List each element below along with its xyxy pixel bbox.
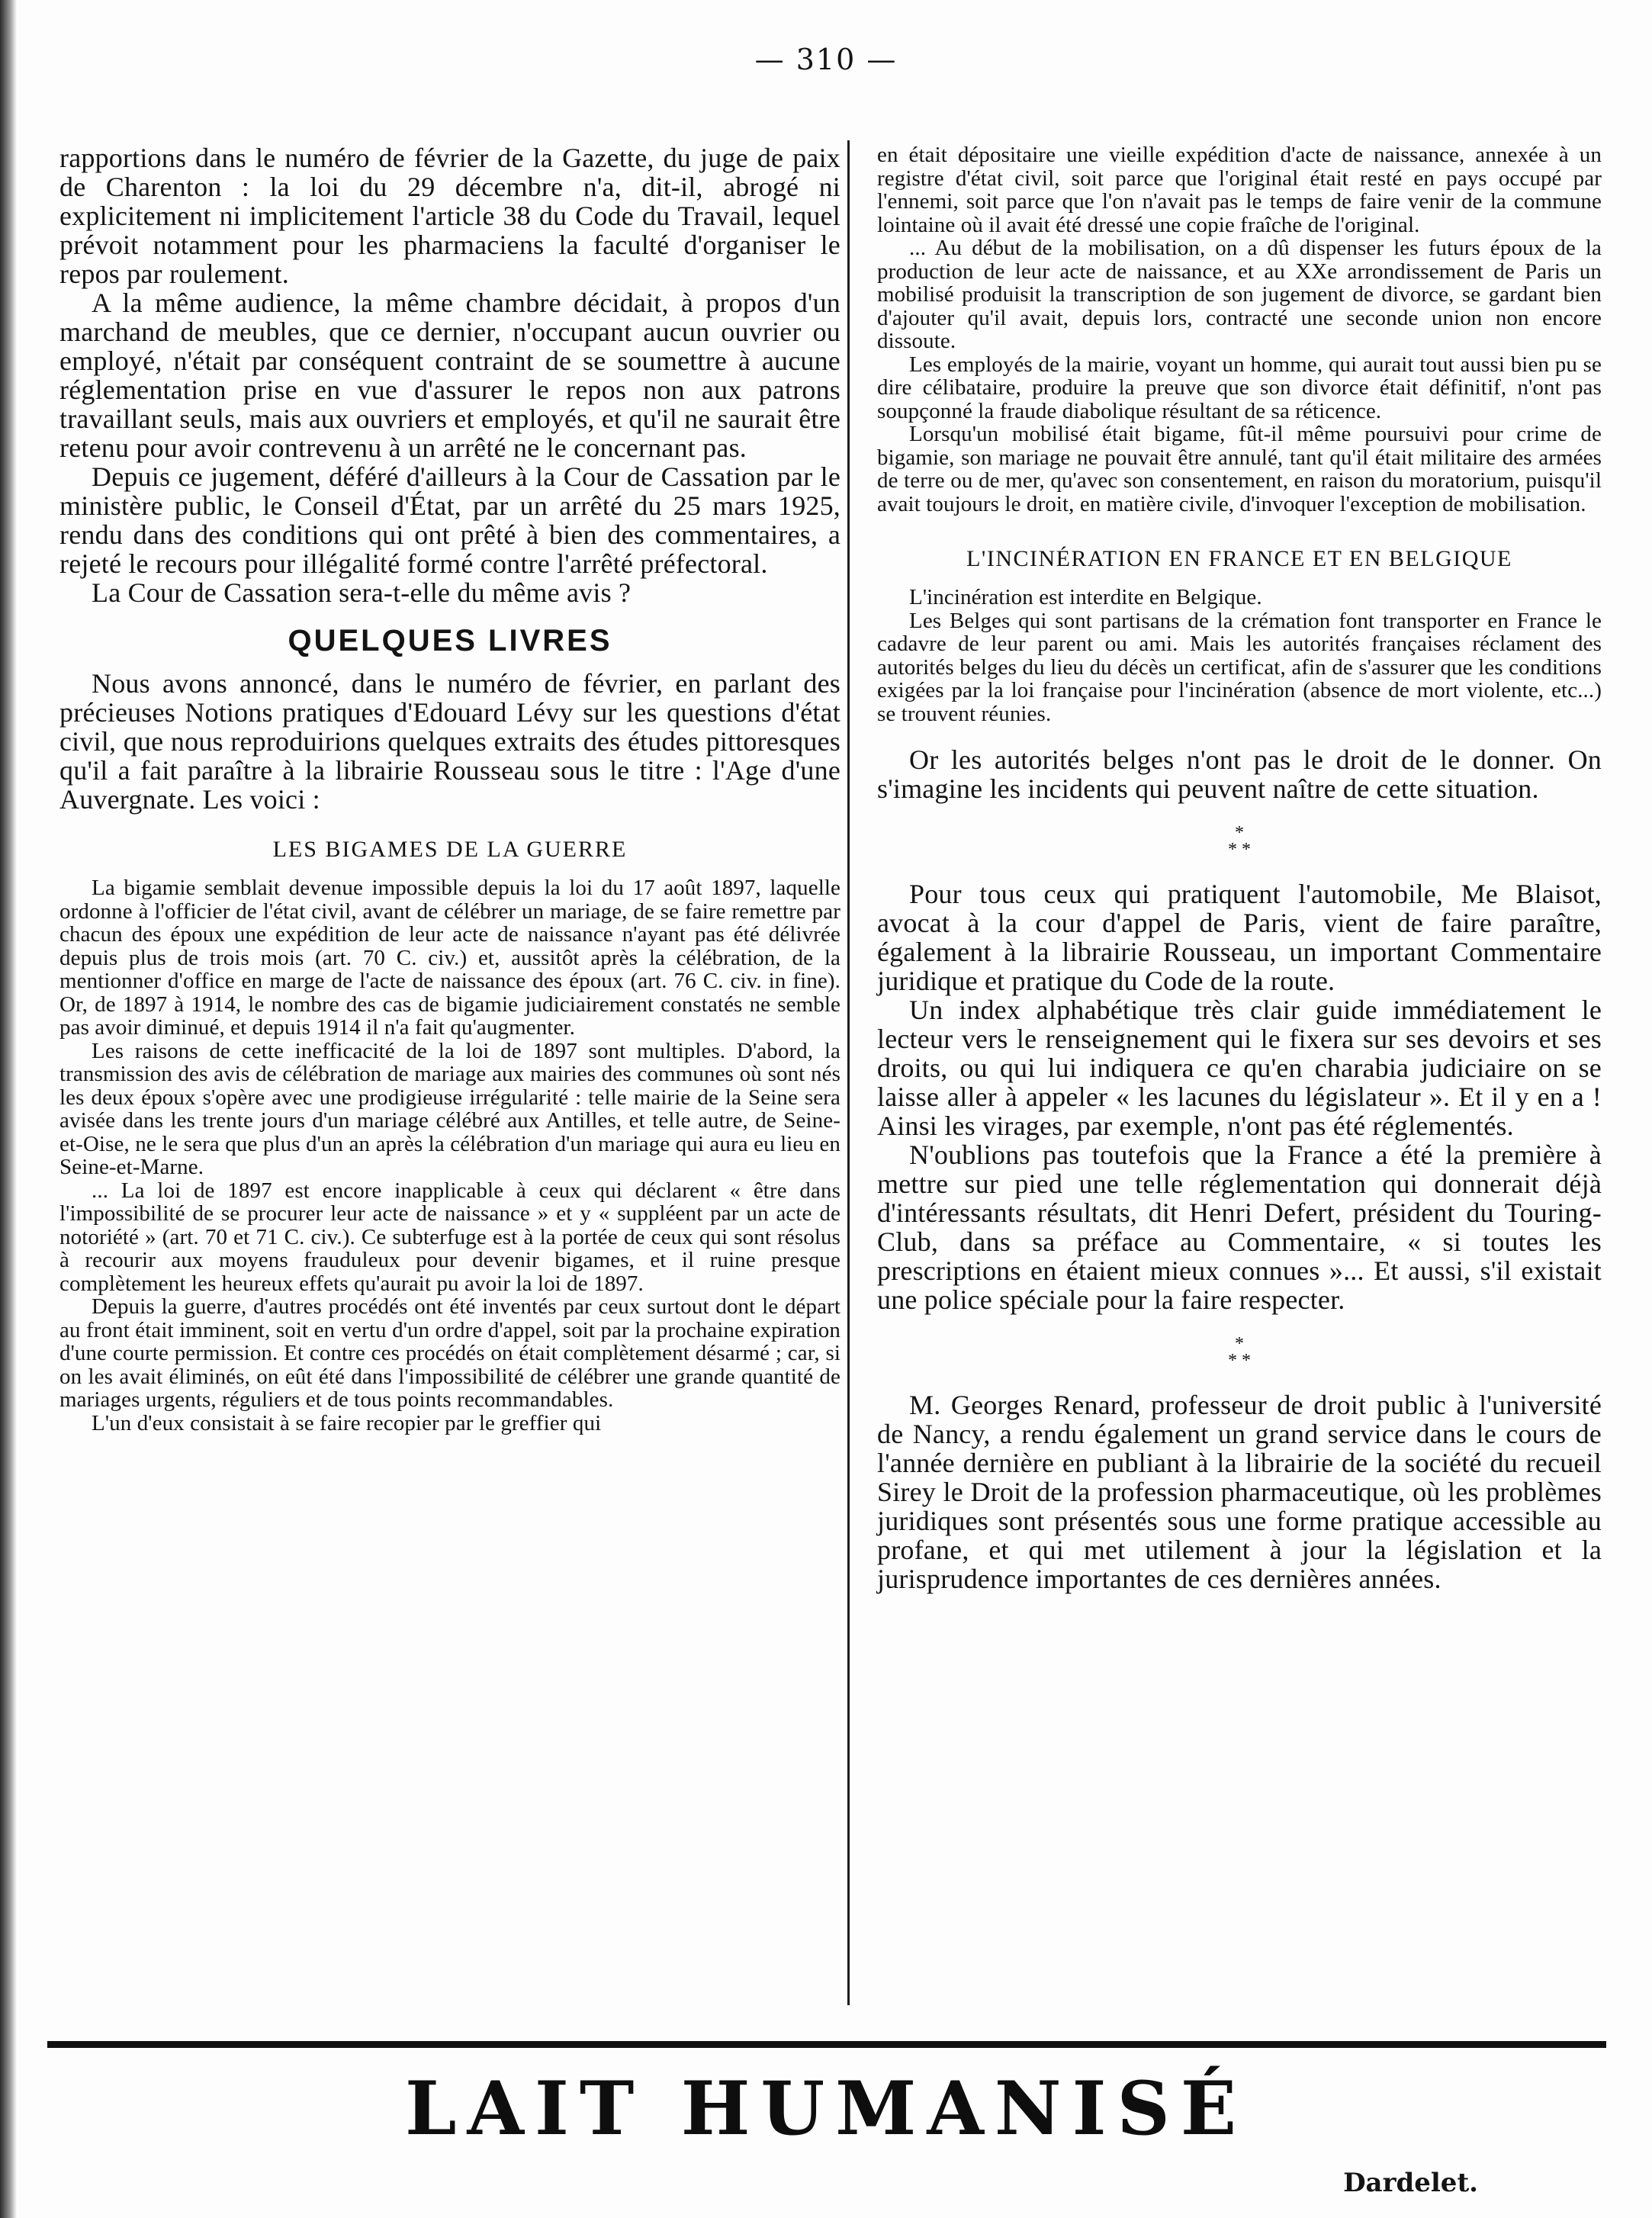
horizontal-rule — [47, 2041, 1606, 2048]
subsection-title: LES BIGAMES DE LA GUERRE — [272, 837, 628, 862]
paragraph: ... Au début de la mobilisation, on a dû dispenser les futurs époux de la production de leur acte de naissance, et au XXe arrondissement de Paris un mobilisé produisit la transcription de son jugement de divorce, se gardant bien d'ajouter qu'il avait, depuis lors, contracté une seconde union non encore dissoute. — [877, 236, 1602, 353]
left-article-block — [59, 876, 840, 1435]
right-column — [877, 143, 1602, 1593]
paragraph: rapportions dans le numéro de février de la Gazette, du juge de paix de Charenton : la loi du 29 décembre n'a, dit-il, abrogé ni explicitement ni implicitement l'article 38 du Code du Travail, lequel prévoit notamment pour les pharmaciens la faculté d'organiser le repos par roulement. — [59, 143, 840, 289]
advert-title: LAIT HUMANISÉ — [404, 2065, 1248, 2152]
paragraph: Lorsqu'un mobilisé était bigame, fût-il même poursuivi pour crime de bigamie, son mariage ne pouvait être annulé, tant qu'il était militaire des armées de terre ou de mer, qu'avec son consentement, en raison du moratorium, puisqu'il avait toujours le droit, en matière civile, d'invoquer l'exception de mobilisation. — [877, 422, 1602, 516]
paragraph: L'incinération est interdite en Belgique. — [909, 585, 1262, 609]
paragraph: Un index alphabétique très clair guide immédiatement le lecteur vers le renseignement qui le fixera sur ses devoirs et ses droits, ou qui lui indiquera ce qu'en charabia judiciaire on se laisse aller à appeler « les lacunes du législateur ». Et il y en a ! Ainsi les virages, par exemple, n'ont pas été réglementés. — [877, 995, 1602, 1141]
paragraph: Depuis ce jugement, déféré d'ailleurs à la Cour de Cassation par le ministère public, le Conseil d'État, par un arrêté du 25 mars 1925, rendu dans des conditions qui ont prêté à bien des commentaires, a rejeté le recours pour illégalité formé contre l'arrêté préfectoral. — [59, 461, 840, 579]
paragraph: La Cour de Cassation sera-t-elle du même avis ? — [92, 577, 632, 608]
paragraph: ... La loi de 1897 est encore inapplicable à ceux qui déclarent « être dans l'impossibilité de se procurer leur acte de naissance » et y « suppléent par un acte de notoriété » (art. 70 et 71 C. civ.). Ce subterfuge est à la portée de ceux qui sont résolus à recourir aux moyens frauduleux pour devenir bigames, et il ruine presque complètement les heureux effets qu'aurait pu avoir la loi de 1897. — [59, 1178, 840, 1296]
left-column — [59, 143, 840, 1435]
left-lead-block — [59, 143, 840, 814]
paragraph: M. Georges Renard, professeur de droit public à l'université de Nancy, a rendu également un grand service dans le cours de l'année dernière en publiant à la librairie de la société du recueil Sirey le Droit de la profession pharmaceutique, où les problèmes juridiques sont présentés sous une forme pratique accessible au profane, et qui met utilement à jour la législation et la jurisprudence importantes de ces dernières années. — [877, 1390, 1602, 1594]
right-lead-block — [877, 745, 1602, 1593]
paragraph: en était dépositaire une vieille expédition d'acte de naissance, annexée à un registre d'état civil, soit parce que l'original était resté en pays occupé par l'ennemi, soit parce que l'on n'avait pas le temps de faire venir de la commune lointaine où il avait été dressé une copie fraîche de l'original. — [877, 143, 1602, 237]
right-article-block — [877, 143, 1602, 516]
paragraph: Depuis la guerre, d'autres procédés ont été inventés par ceux surtout dont le départ au front était imminent, soit en vertu d'un ordre d'appel, soit par la prochaine expiration d'une courte permission. Et contre ces procédés on était complètement désarmé ; car, si on les avait éliminés, on eût été dans l'impossibilité de célébrer une grande quantité de mariages urgents, réguliers et de tous points recommandables. — [59, 1294, 840, 1412]
column-divider — [847, 140, 850, 2005]
paragraph: Les raisons de cette inefficacité de la loi de 1897 sont multiples. D'abord, la transmission des avis de célébration de mariage aux mairies des communes où sont nés les deux époux s'opère avec une prodigieuse irrégularité : telle mairie de la Seine sera avisée dans les trente jours d'un mariage célébré aux Antilles, et telle autre, de Seine-et-Oise, ne le sera que plus d'un an après la célébration d'un mariage qui aura eu lieu en Seine-et-Marne. — [59, 1038, 840, 1179]
section-title: QUELQUES LIVRES — [288, 624, 612, 657]
paragraph: N'oublions pas toutefois que la France a été la première à mettre sur pied une telle réglementation qui donnerait déjà d'intéressants résultats, dit Henri Defert, président du Touring-Club, dans sa préface au Commentaire, « si toutes les prescriptions en étaient mieux connues »... Et aussi, s'il existait une police spéciale pour la faire respecter. — [877, 1140, 1602, 1315]
page-number: — 310 — — [754, 43, 898, 76]
paragraph: La bigamie semblait devenue impossible depuis la loi du 17 août 1897, laquelle ordonne à l'officier de l'état civil, avant de célébrer un mariage, de se faire remettre par chacun des époux une expédition de leur acte de naissance n'ayant pas été délivrée depuis plus de trois mois (art. 70 C. civ.) et, aussitôt après la célébration, de la mentionner d'office en marge de l'acte de naissance des époux (art. 76 C. civ. in fine). Or, de 1897 à 1914, le nombre des cas de bigamie judiciairement constatés ne semble pas avoir diminué, et depuis 1914 il n'a fait qu'augmenter. — [59, 876, 840, 1040]
advert-signature: Dardelet. — [1343, 2168, 1478, 2198]
asterism: * * * — [1228, 823, 1251, 860]
paragraph: A la même audience, la même chambre décidait, à propos d'un marchand de meubles, que ce dernier, n'occupant aucun ouvrier ou employé, n'était par conséquent contraint de se soumettre à aucune réglementation prise en vue d'assurer le repos non aux patrons travaillant seuls, mais aux ouvriers et employés, et qu'il ne saurait être retenu pour avoir contrevenu à un arrêté ne le concernant pas. — [59, 288, 840, 463]
paragraph: L'un d'eux consistait à se faire recopier par le greffier qui — [92, 1410, 602, 1435]
paragraph: Les Belges qui sont partisans de la crémation font transporter en France le cadavre de leur parent ou ami. Mais les autorités françaises réclament des autorités belges du lieu du décès un certificat, afin de s'assurer que les conditions exigées par la loi française pour l'incinération (absence de mort violente, etc...) se trouvent réunies. — [877, 608, 1602, 726]
binding-shadow — [0, 0, 17, 2218]
spacer — [877, 725, 1602, 745]
paragraph: Les employés de la mairie, voyant un homme, qui aurait tout aussi bien pu se dire célibataire, produire la preuve que son divorce était définitif, n'ont pas soupçonné la fraude diabolique résultant de sa réticence. — [877, 352, 1602, 423]
subsection-title: L'INCINÉRATION EN FRANCE ET EN BELGIQUE — [966, 546, 1512, 571]
incineration-block — [877, 586, 1602, 725]
paragraph: Or les autorités belges n'ont pas le droit de le donner. On s'imagine les incidents qui peuvent naître de cette situation. — [877, 744, 1602, 804]
paragraph: Pour tous ceux qui pratiquent l'automobile, Me Blaisot, avocat à la cour d'appel de Paris, vient de faire paraître, également à la librairie Rousseau, un important Commentaire juridique et pratique du Code de la route. — [877, 879, 1602, 996]
asterism: * * * — [1228, 1334, 1251, 1371]
paragraph: Nous avons annoncé, dans le numéro de février, en parlant des précieuses Notions pratiques d'Edouard Lévy sur les questions d'état civil, que nous reproduirions quelques extraits des études pittoresques qu'il a fait paraître à la librairie Rousseau sous le titre : l'Age d'une Auvergnate. Les voici : — [59, 668, 840, 815]
